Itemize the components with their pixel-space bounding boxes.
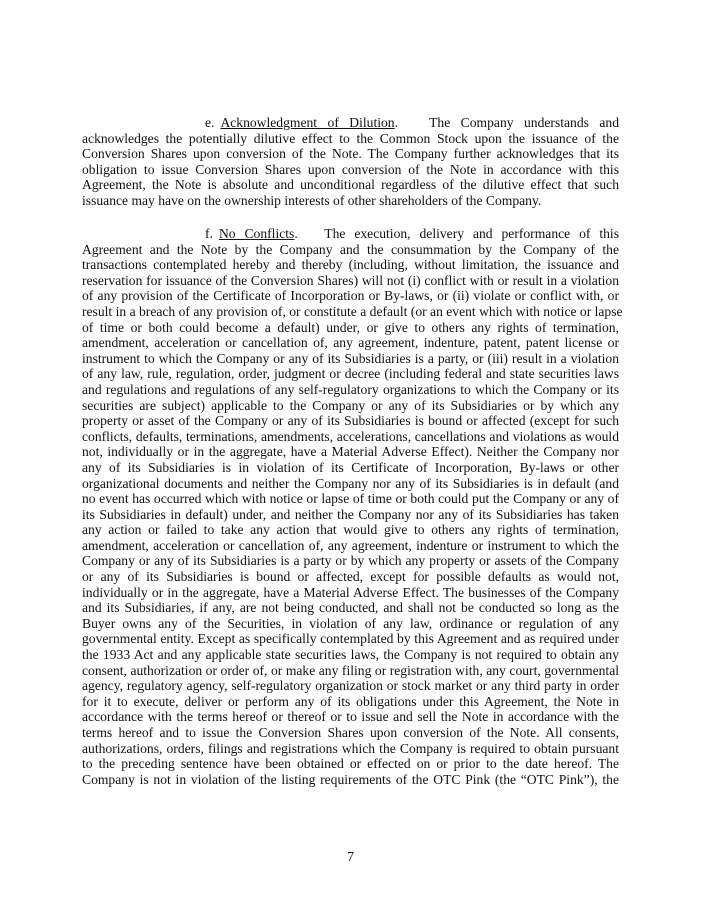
text-line: Agreement and the Note by the Company and the consummation by the Company of the <box>82 241 619 257</box>
section-f-heading-period: . <box>294 226 298 241</box>
text-line: individually or in the aggregate, have a Material Adverse Effect. The businesses of the Company <box>82 584 619 600</box>
section-e-acknowledgment-of-dilution <box>82 115 619 209</box>
text-line: for it to execute, deliver or perform any of its obligations under this Agreement, the Note in <box>82 693 619 709</box>
text-line: conflicts, defaults, terminations, amendments, accelerations, cancellations and violations as would <box>82 428 619 444</box>
text-line: terms hereof and to issue the Conversion Shares upon conversion of the Note. All consents, <box>82 725 619 740</box>
text-line: issuance may have on the ownership interests of other shareholders of the Company. <box>82 192 542 208</box>
text-line: of any law, rule, regulation, order, judgment or decree (including federal and state securities laws <box>82 366 619 382</box>
text-line: Company is not in violation of the listing requirements of the OTC Pink (the “OTC Pink”), the <box>82 771 619 787</box>
text-line: of time or both could become a default) under, or give to others any rights of termination, <box>82 319 619 335</box>
text-line: Agreement, the Note is absolute and unconditional regardless of the dilutive effect that such <box>82 177 619 193</box>
page-number: 7 <box>347 849 354 864</box>
text-line: the 1933 Act and any applicable state securities laws, the Company is not required to obtain any <box>82 647 619 663</box>
text-line: Company or any of its Subsidiaries is a party or by which any property or assets of the Company <box>82 553 619 569</box>
text-line: acknowledges the potentially dilutive effect to the Common Stock upon the issuance of the <box>82 130 619 146</box>
text-line: of any provision of the Certificate of Incorporation or By-laws, or (ii) violate or conflict with, or <box>82 288 619 304</box>
text-line: property or asset of the Company or any of its Subsidiaries is bound or affected (except for such <box>82 413 619 429</box>
text-line: instrument to which the Company or any of its Subsidiaries is a party, or (iii) result in a violation <box>82 350 619 366</box>
text-line: its Subsidiaries in default) under, and neither the Company nor any of its Subsidiaries has taken <box>82 506 619 522</box>
section-e-heading: Acknowledgment of Dilution <box>220 115 395 130</box>
text-line: authorizations, orders, filings and registrations which the Company is required to obtain pursuant <box>82 740 619 756</box>
text-line: amendment, acceleration or cancellation of, any agreement, indenture or instrument to which the <box>82 537 619 553</box>
section-e-first-line-text: The Company understands and <box>429 115 619 130</box>
text-line: or any of its Subsidiaries is bound or affected, except for possible defaults as would not, <box>82 569 619 585</box>
text-line: securities are subject) applicable to the Company or any of its Subsidiaries or by which any <box>82 397 619 413</box>
text-line: transactions contemplated hereby and thereby (including, without limitation, the issuance and <box>82 257 619 273</box>
section-f-marker: f. <box>205 226 213 241</box>
text-line: to the preceding sentence have been obtained or effected on or prior to the date hereof. The <box>82 756 619 772</box>
text-line: reservation for issuance of the Conversion Shares) will not (i) conflict with or result in a violation <box>82 272 619 288</box>
section-e-marker: e. <box>205 115 215 130</box>
section-e-first-line <box>82 115 619 131</box>
text-line: any action or failed to take any action that would give to others any rights of termination, <box>82 522 619 538</box>
text-line: and regulations and regulations of any self-regulatory organizations to which the Company or its <box>82 381 619 397</box>
text-line: not, individually or in the aggregate, have a Material Adverse Effect). Neither the Company nor <box>82 444 619 460</box>
text-line: amendment, acceleration or cancellation of, any agreement, indenture, patent, patent license or <box>82 335 619 351</box>
section-f-heading: No Conflicts <box>218 226 295 241</box>
section-f-first-line <box>82 226 619 242</box>
text-line: obligation to issue Conversion Shares upon conversion of the Note in accordance with this <box>82 161 619 177</box>
section-f-first-line-text: The execution, delivery and performance of this <box>324 226 619 241</box>
section-e-heading-period: . <box>394 115 399 130</box>
text-line: Conversion Shares upon conversion of the Note. The Company further acknowledges that its <box>82 146 619 162</box>
text-line: any of its Subsidiaries is in violation of its Certificate of Incorporation, By-laws or other <box>82 459 619 475</box>
text-line: and its Subsidiaries, if any, are not being conducted, and shall not be conducted so long as the <box>82 600 619 616</box>
text-line: result in a breach of any provision of, or constitute a default (or an event which with notice or lapse <box>82 303 623 319</box>
text-line: organizational documents and neither the Company nor any of its Subsidiaries is in default (and <box>82 475 619 491</box>
text-line: accordance with the terms hereof or thereof or to issue and sell the Note in accordance with the <box>82 709 619 725</box>
text-line: agency, regulatory agency, self-regulatory organization or stock market or any third party in order <box>82 678 619 694</box>
section-f-no-conflicts <box>82 226 623 787</box>
text-line: Buyer owns any of the Securities, in violation of any law, ordinance or regulation of any <box>82 615 619 631</box>
text-line: no event has occurred which with notice or lapse of time or both could put the Company or any of <box>82 491 619 507</box>
text-line: governmental entity. Except as specifically contemplated by this Agreement and as required under <box>82 631 619 647</box>
text-line: consent, authorization or order of, or make any filing or registration with, any court, governmental <box>82 662 619 678</box>
